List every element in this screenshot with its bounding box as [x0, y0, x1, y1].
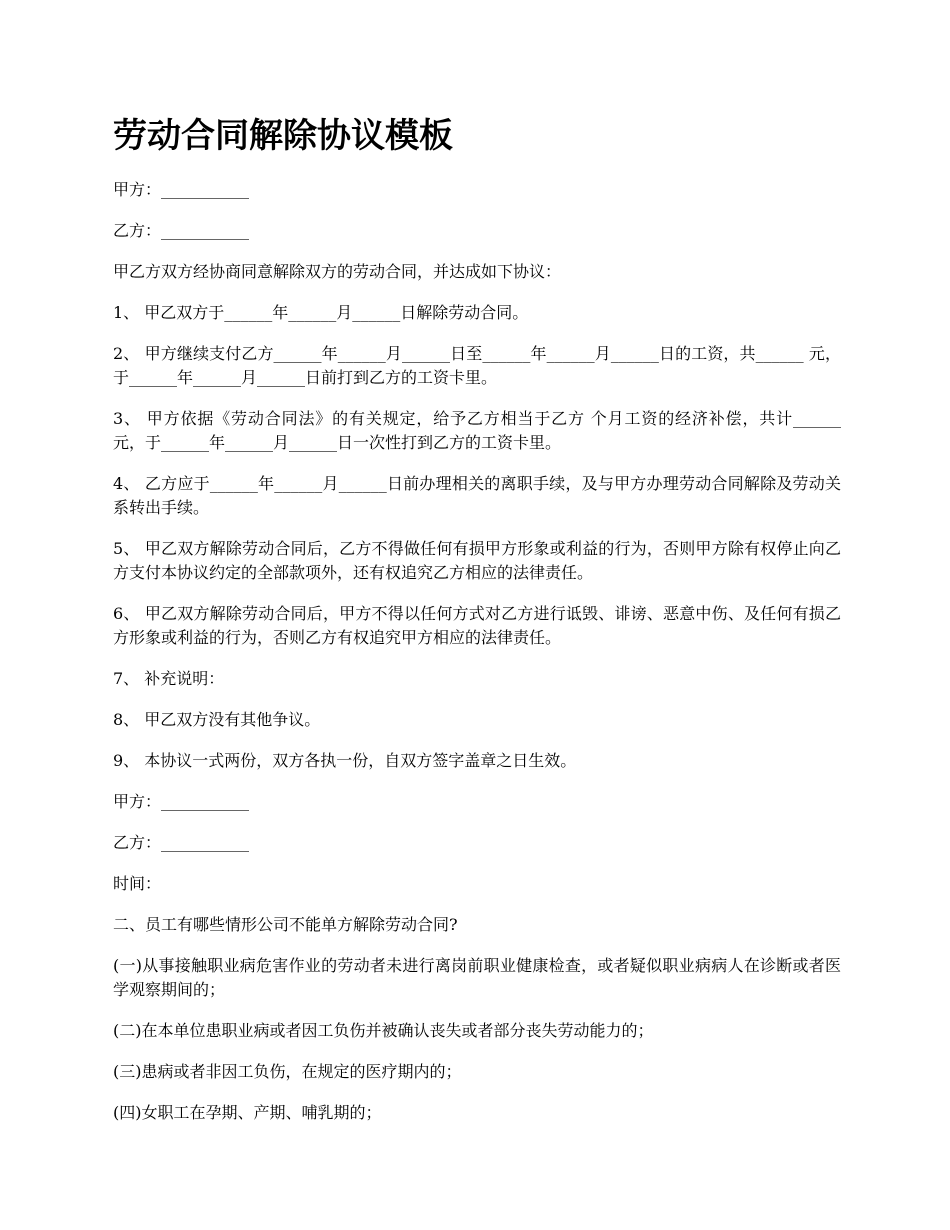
agreement-intro: 甲乙方双方经协商同意解除双方的劳动合同，并达成如下协议：: [113, 262, 562, 281]
clause-8: 8、 甲乙双方没有其他争议。: [113, 710, 321, 729]
case-item-3: (三)患病或者非因工负伤，在规定的医疗期内的；: [113, 1062, 462, 1081]
clause-4: 4、 乙方应于______年______月______日前办理相关的离职手续，及与甲方办理劳动合同解除及劳动关系转出手续。: [113, 474, 841, 517]
clause-9: 9、 本协议一式两份，双方各执一份，自双方签字盖章之日生效。: [113, 751, 577, 770]
document-title: 劳动合同解除协议模板: [113, 116, 453, 156]
clause-2: 2、 甲方继续支付乙方______年______月______日至______年______月______日的工资，共______ 元，于______年______月______日前打到乙方的工资卡里。: [113, 344, 841, 387]
party-b-line: 乙方：___________: [113, 221, 250, 240]
signature-party-a: 甲方：___________: [113, 792, 250, 811]
clause-1: 1、 甲乙双方于______年______月______日解除劳动合同。: [113, 303, 529, 322]
clause-5: 5、 甲乙双方解除劳动合同后，乙方不得做任何有损甲方形象或利益的行为，否则甲方除有权停止向乙方支付本协议约定的全部款项外，还有权追究乙方相应的法律责任。: [113, 539, 841, 582]
case-item-4: (四)女职工在孕期、产期、哺乳期的；: [113, 1103, 382, 1122]
clause-3: 3、 甲方依据《劳动合同法》的有关规定，给予乙方相当于乙方 个月工资的经济补偿，共计______ 元，于______年______月______日一次性打到乙方的工资卡里。: [113, 409, 841, 452]
signature-date: 时间：: [113, 874, 162, 893]
case-item-2: (二)在本单位患职业病或者因工负伤并被确认丧失或者部分丧失劳动能力的；: [113, 1021, 654, 1040]
signature-party-b: 乙方：___________: [113, 833, 250, 852]
party-a-line: 甲方：___________: [113, 180, 250, 199]
clause-7: 7、 补充说明：: [113, 669, 225, 688]
document-page: [113, 108, 841, 1142]
clause-6: 6、 甲乙双方解除劳动合同后，甲方不得以任何方式对乙方进行诋毁、诽谤、恶意中伤、及任何有损乙方形象或利益的行为，否则乙方有权追究甲方相应的法律责任。: [113, 604, 841, 647]
section-heading: 二、员工有哪些情形公司不能单方解除劳动合同?: [113, 915, 458, 934]
case-item-1: (一)从事接触职业病危害作业的劳动者未进行离岗前职业健康检查，或者疑似职业病病人在诊断或者医学观察期间的；: [113, 956, 841, 999]
